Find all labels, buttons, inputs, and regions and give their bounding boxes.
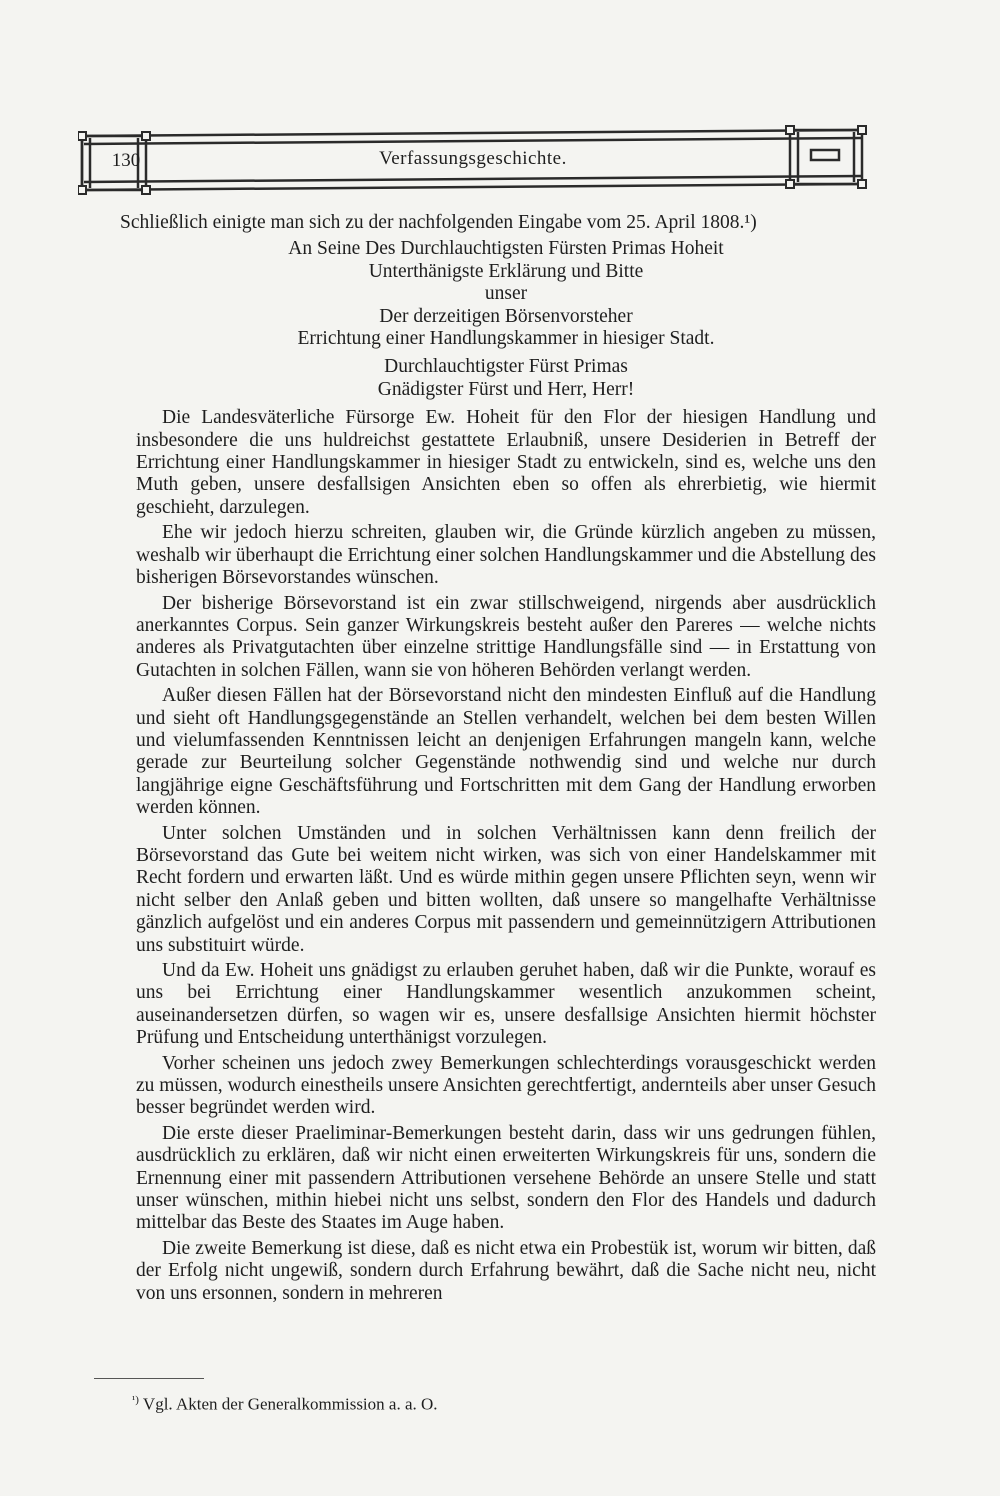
petition-address: [136, 238, 876, 350]
paragraph: Der bisherige Börsevorstand ist ein zwar stillschweigend, nirgends aber ausdrücklich anerkanntes Corpus. Sein ganzer Wirkungskreis besteht außer den Pareres — welche nichts anderes als Privatgutachten über einzelne strittige Handlungsfälle sind — in Erstattung von Gutachten in solchen Fällen, wann sie von höheren Behörden verlangt werden.: [136, 592, 876, 681]
page-number: 130: [111, 150, 141, 171]
paragraph: Ehe wir jedoch hierzu schreiten, glauben wir, die Gründe kürzlich angeben zu müssen, weshalb wir überhaupt die Errichtung einer solchen Handlungskammer und die Abstellung des bisherigen Börsevorstandes wünschen.: [136, 522, 876, 589]
salutation-line: Durchlauchtigster Fürst Primas: [384, 356, 628, 378]
address-line: An Seine Des Durchlauchtigsten Fürsten Primas Hoheit: [288, 238, 724, 260]
paragraph: Und da Ew. Hoheit uns gnädigst zu erlauben geruhet haben, daß wir die Punkte, worauf es uns bei Errichtung einer Handlungskammer wesentlich anzukommen scheint, auseinandersetzen dürfen, so wagen wir es, unsere desfallsige Ansichten hiermit höchster Prüfung und Entscheidung unterthänigst vorzulegen.: [136, 960, 876, 1049]
paragraph: Außer diesen Fällen hat der Börsevorstand nicht den mindesten Einfluß auf die Handlung und sieht oft Handlungsgegenstände an Stellen verhandelt, welchen bei dem besten Willen und vielumfassenden Kenntnissen leicht an denjenigen Erfahrungen mangeln kann, welche gerade zur Beurteilung solcher Gegenstände nothwendig sind und welche nur durch langjährige eigne Geschäftsführung und Fortschritten mit dem Gang der Handlung erworben werden können.: [136, 685, 876, 819]
address-line: Unterthänigste Erklärung und Bitte: [368, 260, 644, 282]
salutation: [136, 356, 876, 401]
body-text: [120, 208, 876, 1305]
running-title: Verfassungsgeschichte.: [379, 148, 567, 169]
footnote-marker: ¹): [132, 1394, 139, 1406]
paragraph: Die erste dieser Praeliminar-Bemerkungen besteht darin, dass wir uns gedrungen fühlen, ausdrücklich zu erklären, daß wir nicht einen erweiterten Wirkungskreis für uns, sondern die Ernennung einer mit passendern Attributionen versehene Behörde an unsere Stelle und statt unser wünschen, mithin hiebei nicht uns selbst, sondern den Flor des Handels und dadurch mittelbar das Beste des Staates im Auge haben.: [136, 1122, 876, 1234]
paragraph: Vorher scheinen uns jedoch zwey Bemerkungen schlechterdings vorausgeschickt werden zu müssen, wodurch einestheils unsere Ansichten gerechtfertigt, andernteils aber unser Gesuch besser begründet werden wird.: [136, 1052, 876, 1119]
footnote: [132, 1394, 832, 1415]
paragraph: Unter solchen Umständen und in solchen Verhältnissen kann denn freilich der Börsevorstand das Gute bei weitem nicht wirken, was sich von einer Handelskammer mit Recht fordern und erwarten läßt. Und es würde mithin gegen unsere Pflichten seyn, wenn wir nicht selber den Anlaß geben und bitten wollten, daß unsere so mangelhafte Verhältnisse gänzlich aufgelöst und ein anderes Corpus mit passendern und gemeinnützigern Attributionen uns substituirt würde.: [136, 822, 876, 956]
address-line: Der derzeitigen Börsenvorsteher: [379, 305, 633, 327]
footnote-text: Vgl. Akten der Generalkommission a. a. O.: [142, 1394, 438, 1414]
intro-sentence: Schließlich einigte man sich zu der nachfolgenden Eingabe vom 25. April 1808.¹): [120, 212, 757, 233]
footnote-divider: [94, 1378, 204, 1379]
paragraph: Die zweite Bemerkung ist diese, daß es nicht etwa ein Probestük ist, worum wir bitten, daß der Erfolg nicht ungewiß, sondern durch Erfahrung bewährt, daß die Sache nicht neu, nicht von uns ersonnen, sondern in mehreren: [136, 1237, 876, 1304]
address-line: unser: [484, 283, 528, 305]
address-line: Errichtung einer Handlungskammer in hiesiger Stadt.: [297, 328, 715, 350]
page-header: [78, 124, 868, 198]
paragraph: Die Landesväterliche Fürsorge Ew. Hoheit für den Flor der hiesigen Handlung und insbesondere die uns huldreichst gestattete Erlaubniß, unsere Desiderien in Betreff der Errichtung einer Handlungskammer in hiesiger Stadt zu entwickeln, sind es, welche uns den Muth geben, unsere desfallsigen Ansichten eben so offen als ehrerbietig, wie hiermit geschieht, darzulegen.: [136, 407, 876, 518]
salutation-line: Gnädigster Fürst und Herr, Herr!: [377, 378, 635, 400]
